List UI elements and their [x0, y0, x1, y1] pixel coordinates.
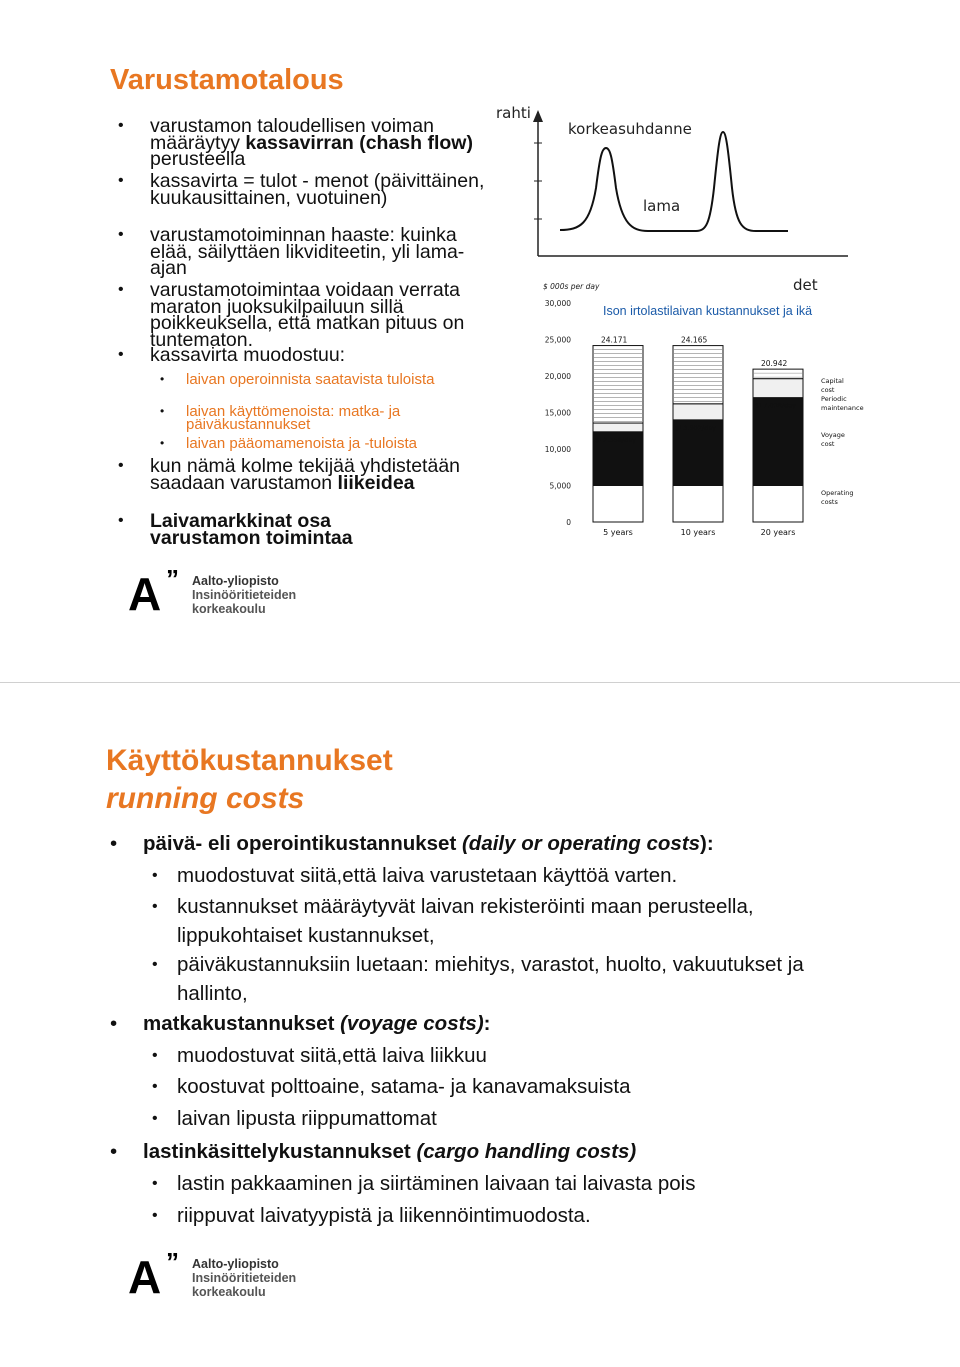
- item-cargo-costs: • lastinkäsittelykustannukset (cargo handling costs): [143, 1140, 636, 1164]
- aalto-a-mark: A: [128, 568, 160, 620]
- label-lama: lama: [643, 197, 681, 215]
- y-tick-label: 5,000: [549, 481, 571, 491]
- y-tick-label: 15,000: [544, 408, 571, 418]
- legend-label: Voyage: [821, 431, 845, 439]
- y-tick-label: 30,000: [544, 299, 571, 308]
- bar-total-label: 24.171: [601, 335, 628, 345]
- cost-ylabel: $ 000s per day: [543, 282, 600, 291]
- freight-cycle-chart: [488, 98, 860, 296]
- y-tick-label: 0: [566, 518, 571, 527]
- bullet-liikeidea: • kun nämä kolme tekijää yhdistetään saadaan varustamon liikeidea: [150, 458, 490, 491]
- sub-voyage-0: • muodostuvat siitä,että laiva liikkuu: [177, 1041, 877, 1070]
- logo-school-1: Insinööritieteiden: [192, 588, 297, 602]
- legend-label: costs: [821, 498, 838, 506]
- slide2-subtitle: running costs: [106, 782, 305, 815]
- sub-voyage-1: • koostuvat polttoaine, satama- ja kanavamaksuista: [177, 1072, 877, 1101]
- logo-university: Aalto-yliopisto: [192, 1257, 279, 1271]
- cost-bar-chart: [535, 275, 865, 545]
- cost-y-ticks: [545, 299, 571, 527]
- bullet-laivamarkkinat: • Laivamarkkinat osa varustamon toimintaa: [150, 513, 410, 546]
- cycle-y-arrow: [533, 110, 543, 122]
- legend-label: Operating: [821, 489, 854, 497]
- bar-segment-periodic-maintenance: [593, 423, 643, 432]
- sub-operating-2: • päiväkustannuksiin luetaan: miehitys, varastot, huolto, vakuutukset ja hallinto,: [177, 950, 877, 1008]
- label-korkeasuhdanne: korkeasuhdanne: [568, 120, 692, 138]
- bar-annotation: $17.038/day: [755, 401, 797, 410]
- label-det: det: [793, 276, 818, 294]
- y-tick-label: 20,000: [544, 372, 571, 381]
- bar-segment-operating-costs: [673, 486, 723, 523]
- legend-label: cost: [821, 440, 835, 448]
- logo-school-1: Insinööritieteiden: [192, 1271, 297, 1285]
- item-operating-costs: • päivä- eli operointikustannukset (daily or operating costs):: [143, 832, 714, 856]
- logo-school-2: korkeakoulu: [192, 1285, 266, 1299]
- subbullet-tulot: • laivan operoinnista saatavista tuloista: [186, 373, 486, 386]
- freight-rate-curve: [560, 132, 788, 231]
- aalto-quote-mark: ”: [166, 1247, 179, 1277]
- bullet-kassavirta-voima: • varustamon taloudellisen voiman määräytyy kassavirran (chash flow) perusteella: [150, 118, 495, 168]
- legend-label: Periodic: [821, 395, 847, 403]
- x-tick-label: 5 years: [603, 528, 633, 537]
- legend-label: cost: [821, 386, 835, 394]
- bar-total-label: 24.165: [681, 335, 708, 345]
- y-tick-label: 25,000: [544, 335, 571, 345]
- logo-school-2: korkeakoulu: [192, 602, 266, 616]
- bar-segment-capital-cost: [673, 346, 723, 404]
- sub-voyage-2: • laivan lipusta riippumattomat: [177, 1104, 877, 1133]
- slide-title: Varustamotalous: [110, 64, 344, 96]
- sub-operating-0: • muodostuvat siitä,että laiva varustetaan käyttöä varten.: [177, 861, 877, 890]
- aalto-a-mark: A: [128, 1251, 160, 1303]
- cycle-ylabel: rahti: [496, 104, 531, 122]
- slide2-title: Käyttökustannukset running costs: [106, 742, 393, 818]
- bar-segment-operating-costs: [593, 486, 643, 523]
- sub-cargo-1: • riippuvat laivatyypistä ja liikennöintimuodosta.: [177, 1201, 877, 1230]
- cost-legend: [821, 377, 864, 506]
- sub-operating-1: • kustannukset määräytyvät laivan rekisteröinti maan perusteella, lippukohtaiset kustannukset,: [177, 892, 877, 950]
- subbullet-kayttomenot: • laivan käyttömenoista: matka- ja päiväkustannukset: [186, 405, 486, 431]
- bullet-maraton: • varustamotoimintaa voidaan verrata maraton juoksukilpailuun sillä poikkeuksella, että matkan pituus on tuntematon.: [150, 282, 495, 348]
- slide-divider: [0, 682, 960, 683]
- bar-segment-periodic-maintenance: [673, 404, 723, 420]
- bold-term: kassavirran (chash flow): [245, 131, 473, 154]
- legend-label: Capital: [821, 377, 844, 385]
- slide-varustamotalous: [0, 0, 960, 683]
- y-tick-label: 10,000: [544, 445, 571, 454]
- bar-segment-voyage-cost: [753, 398, 803, 486]
- legend-label: maintenance: [821, 404, 864, 412]
- bar-segment-capital-cost: [593, 346, 643, 423]
- bullet-kassavirta-kaava: • kassavirta = tulot - menot (päivittäinen, kuukausittainen, vuotuinen): [150, 173, 495, 206]
- bar-annotation: $13.992/day: [675, 423, 717, 432]
- item-voyage-costs: • matkakustannukset (voyage costs):: [143, 1012, 491, 1036]
- bullet-haaste: • varustamotoiminnan haaste: kuinka elää, säilyttäen likviditeetin, yli lama-ajan: [150, 227, 495, 277]
- cost-bars: [593, 336, 803, 537]
- subbullet-paaomamenot: • laivan pääomamenoista ja -tuloista: [186, 437, 486, 450]
- sub-cargo-0: • lastin pakkaaminen ja siirtäminen laivaan tai laivasta pois: [177, 1169, 877, 1198]
- bar-annotation: $12.356/day: [595, 435, 637, 444]
- x-tick-label: 10 years: [680, 528, 716, 537]
- bullet-kassavirta-muodostuu: • kassavirta muodostuu:: [150, 347, 495, 364]
- logo-university: Aalto-yliopisto: [192, 574, 279, 588]
- cost-chart-title: Ison irtolastilaivan kustannukset ja ikä: [603, 304, 813, 318]
- bar-segment-operating-costs: [753, 486, 803, 523]
- x-tick-label: 20 years: [760, 528, 796, 537]
- bar-segment-periodic-maintenance: [753, 379, 803, 398]
- aalto-quote-mark: ”: [166, 564, 179, 594]
- bar-total-label: 20.942: [761, 359, 788, 369]
